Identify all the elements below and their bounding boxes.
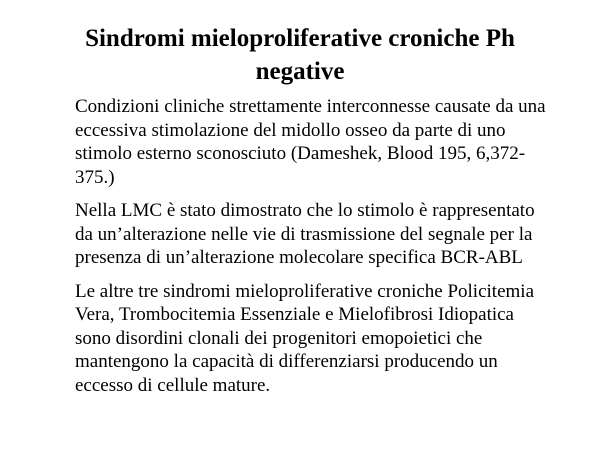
slide-title: Sindromi mieloproliferative croniche Ph negative [85, 25, 515, 85]
paragraph-definition: Condizioni cliniche strettamente interconnesse causate da una eccessiva stimolazione del midollo osseo da parte di uno stimolo esterno sconosciuto (Dameshek, Blood 195, 6,372-375.) [75, 96, 546, 188]
slide-body [75, 95, 550, 407]
paragraph-other-syndromes: Le altre tre sindromi mieloproliferative croniche Policitemia Vera, Trombocitemia Essenziale e Mielofibrosi Idiopatica sono disordini clonali dei progenitori emopoietici che mantengono la capacità di differenziarsi producendo un eccesso di cellule mature. [75, 280, 534, 396]
paragraph-lmc: Nella LMC è stato dimostrato che lo stimolo è rappresentato da un’alterazione nelle vie di trasmissione del segnale per la presenza di un’alterazione molecolare specifica BCR-ABL [75, 200, 535, 268]
